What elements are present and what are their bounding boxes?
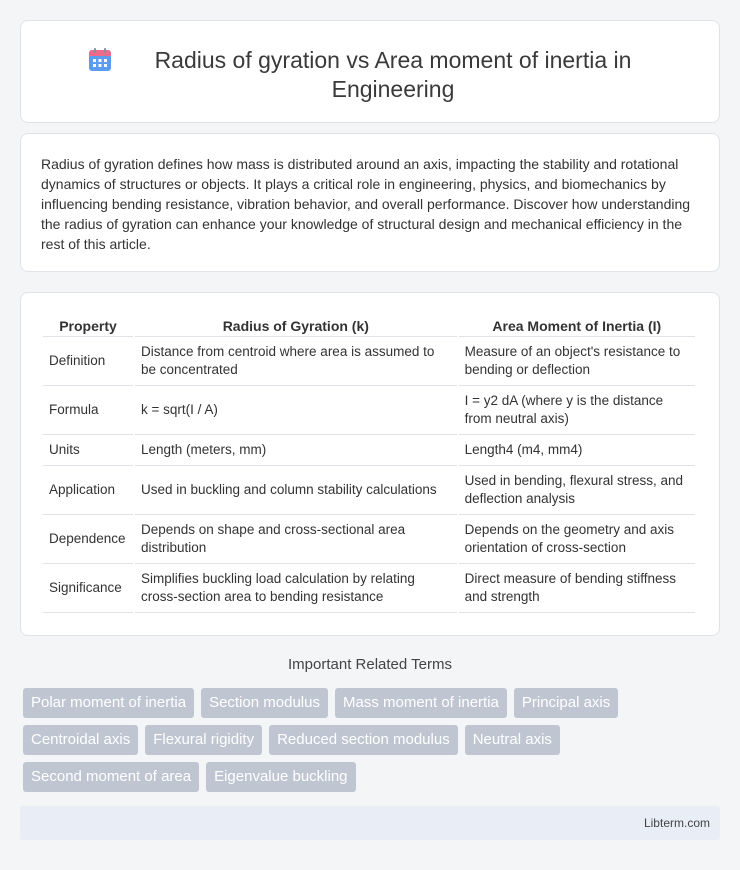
footer-site-link[interactable]: Libterm.com [643, 816, 710, 830]
table-cell-i: I = y2 dA (where y is the distance from neutral axis) [459, 386, 695, 435]
tag-row [23, 762, 723, 792]
table-cell-i: Length4 (m4, mm4) [459, 435, 695, 466]
header-area-moment: Area Moment of Inertia (I) [459, 315, 695, 337]
table-cell-property: Formula [43, 386, 133, 435]
table-cell-property: Significance [43, 564, 133, 613]
intro-paragraph: Radius of gyration defines how mass is distributed around an axis, impacting the stability and rotational dynamics of structures or objects. It plays a critical role in engineering, physics, and biomechanics by influencing bending resistance, vibration behavior, and overall performance. Discover how understanding the radius of gyration can enhance your knowledge of structural design and mechanical efficiency in the rest of this article. [41, 156, 691, 252]
tag-reduced-section-modulus[interactable]: Reduced section modulus [269, 725, 458, 755]
tag-section-modulus[interactable]: Section modulus [201, 688, 328, 718]
tag-second-moment-of-area[interactable]: Second moment of area [23, 762, 199, 792]
comparison-table [41, 315, 697, 613]
tag-polar-moment-of-inertia[interactable]: Polar moment of inertia [23, 688, 194, 718]
table-cell-property: Units [43, 435, 133, 466]
tag-row [23, 688, 723, 718]
table-row [43, 515, 695, 564]
title-wrap [21, 21, 719, 104]
table-cell-i: Direct measure of bending stiffness and strength [459, 564, 695, 613]
table-cell-k: Length (meters, mm) [135, 435, 457, 466]
table-cell-k: Distance from centroid where area is assumed to be concentrated [135, 337, 457, 386]
tag-mass-moment-of-inertia[interactable]: Mass moment of inertia [335, 688, 507, 718]
table-cell-k: Depends on shape and cross-sectional area distribution [135, 515, 457, 564]
table-cell-i: Used in bending, flexural stress, and deflection analysis [459, 466, 695, 515]
footer [20, 806, 720, 840]
tag-eigenvalue-buckling[interactable]: Eigenvalue buckling [206, 762, 355, 792]
related-terms-heading: Important Related Terms [288, 656, 452, 673]
tag-flexural-rigidity[interactable]: Flexural rigidity [145, 725, 262, 755]
tag-principal-axis[interactable]: Principal axis [514, 688, 618, 718]
table-cell-k: Simplifies buckling load calculation by relating cross-section area to bending resistance [135, 564, 457, 613]
table-cell-i: Measure of an object's resistance to bending or deflection [459, 337, 695, 386]
table-row [43, 337, 695, 386]
tag-centroidal-axis[interactable]: Centroidal axis [23, 725, 138, 755]
title-card [20, 20, 720, 123]
table-cell-property: Dependence [43, 515, 133, 564]
table-cell-k: Used in buckling and column stability calculations [135, 466, 457, 515]
header-property: Property [43, 315, 133, 337]
page-title: Radius of gyration vs Area moment of inertia in Engineering [154, 47, 632, 102]
tag-row [23, 725, 723, 755]
table-row [43, 435, 695, 466]
table-cell-property: Definition [43, 337, 133, 386]
table-row [43, 466, 695, 515]
table-cell-k: k = sqrt(I / A) [135, 386, 457, 435]
table-cell-i: Depends on the geometry and axis orientation of cross-section [459, 515, 695, 564]
table-header-row [43, 315, 695, 337]
table-row [43, 386, 695, 435]
calendar-icon [87, 47, 113, 73]
comparison-card [20, 292, 720, 636]
tag-neutral-axis[interactable]: Neutral axis [465, 725, 560, 755]
header-radius-of-gyration: Radius of Gyration (k) [135, 315, 457, 337]
table-row [43, 564, 695, 613]
table-cell-property: Application [43, 466, 133, 515]
related-terms-tags [23, 688, 723, 799]
intro-card [20, 133, 720, 272]
